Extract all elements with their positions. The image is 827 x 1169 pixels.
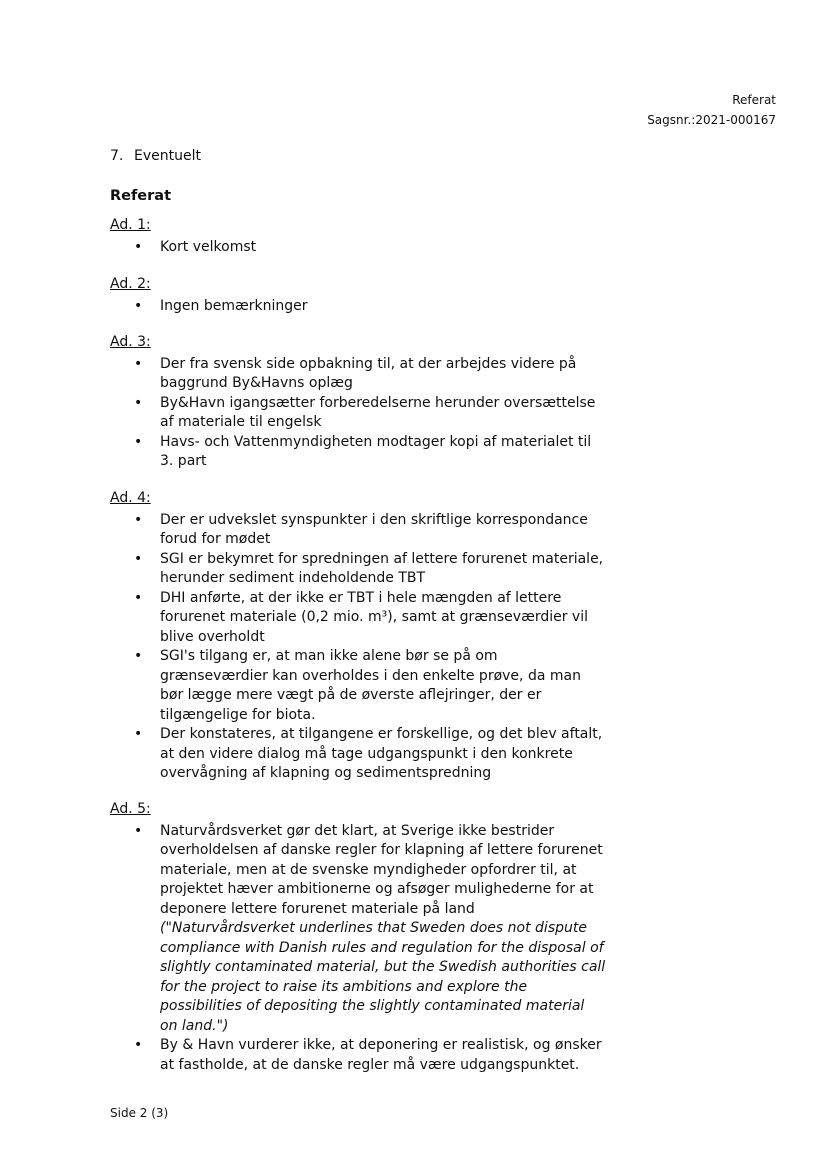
section-heading: Referat [110, 188, 172, 204]
section-ad-4 [110, 489, 610, 784]
bullet-list [110, 511, 610, 784]
bullet-item: • Der er udvekslet synspunkter i den skriftlige korrespondance forud for mødet [110, 511, 606, 550]
bullet-list [110, 355, 610, 472]
bullet-item: • By & Havn vurderer ikke, at deponering er realistisk, og ønsker at fastholde, at de danske regler må være udgangspunktet. [110, 1036, 606, 1075]
section-title: Ad. 4: [110, 490, 151, 506]
bullet-item: • DHI anførte, at der ikke er TBT i hele mængden af lettere forurenet materiale (0,2 mio. m³), samt at grænseværdier vil blive overholdt [110, 589, 606, 648]
bullet-item: • Der konstateres, at tilgangene er forskellige, og det blev aftalt, at den videre dialog må tage udgangspunkt i den konkrete overvågning af klapning og sedimentspredning [110, 725, 606, 784]
bullet-list [110, 822, 610, 1076]
section-ad-2 [110, 275, 610, 316]
bullet-item: • SGI er bekymret for spredningen af lettere forurenet materiale, herunder sediment indeholdende TBT [110, 550, 606, 589]
bullet-item: • Kort velkomst [110, 238, 606, 258]
bullet-item: • By&Havn igangsætter forberedelserne herunder oversættelse af materiale til engelsk [110, 394, 606, 433]
section-ad-5 [110, 800, 610, 1075]
bullet-item: • Ingen bemærkninger [110, 297, 606, 317]
bullet-item: • Havs- och Vattenmyndigheten modtager kopi af materialet til 3. part [110, 433, 606, 472]
bullet-list [110, 238, 610, 258]
section-ad-1 [110, 216, 610, 257]
bullet-text: Naturvårdsverket gør det klart, at Sverige ikke bestrider overholdelsen af danske regler for klapning af lettere forurenet materiale, men at de svenske myndigheder opfordrer til, at projektet hæver ambitionerne og afsøger mulighederne for at deponere lettere forurenet materiale på land [160, 822, 603, 917]
agenda-item-7 [110, 148, 201, 164]
header-case-number: Sagsnr.:2021-000167 [647, 113, 776, 127]
section-ad-3 [110, 333, 610, 472]
bullet-item [110, 822, 606, 1037]
english-translation-quote: ("Naturvårdsverket underlines that Sweden does not dispute compliance with Danish rules and regulation for the disposal of slightly contaminated material, but the Swedish authorities call for the project to raise its ambitions and explore the possibilities of depositing the slightly contaminated material on land.") [160, 920, 606, 1034]
page-number: Side 2 (3) [110, 1106, 169, 1120]
header-doc-type: Referat [732, 93, 776, 107]
bullet-item: • SGI's tilgang er, at man ikke alene bør se på om grænseværdier kan overholdes i den enkelte prøve, da man bør lægge mere vægt på de øverste aflejringer, der er tilgængelige for biota. [110, 647, 606, 725]
agenda-item-label: Eventuelt [134, 148, 201, 164]
bullet-item: • Der fra svensk side opbakning til, at der arbejdes videre på baggrund By&Havns oplæg [110, 355, 606, 394]
agenda-item-number: 7. [110, 148, 124, 164]
section-title: Ad. 1: [110, 217, 151, 233]
bullet-list [110, 297, 610, 317]
section-title: Ad. 2: [110, 276, 151, 292]
section-title: Ad. 5: [110, 801, 151, 817]
section-title: Ad. 3: [110, 334, 151, 350]
